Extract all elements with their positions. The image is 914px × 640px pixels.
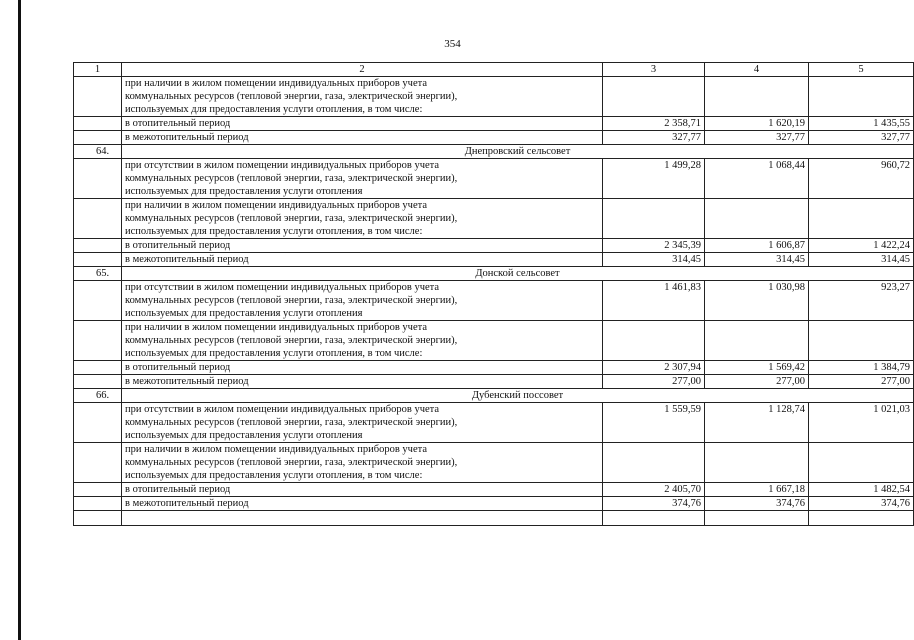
value-col-3: 277,00 xyxy=(603,375,705,389)
header-col-2: 2 xyxy=(122,63,603,77)
value-col-5: 277,00 xyxy=(809,375,914,389)
value-col-3: 2 307,94 xyxy=(603,361,705,375)
row-number-cell xyxy=(74,375,122,389)
value-col-3: 314,45 xyxy=(603,253,705,267)
value-col-4: 1 569,42 xyxy=(705,361,809,375)
value-col-5 xyxy=(809,77,914,117)
value-col-5: 327,77 xyxy=(809,131,914,145)
page-number: 354 xyxy=(444,38,461,50)
table-row xyxy=(74,117,914,131)
table-row xyxy=(74,497,914,511)
row-description: в отопительный период xyxy=(122,483,603,497)
value-col-3: 327,77 xyxy=(603,131,705,145)
value-col-3: 2 405,70 xyxy=(603,483,705,497)
empty-cell xyxy=(122,511,603,526)
row-number-cell xyxy=(74,281,122,321)
value-col-3: 374,76 xyxy=(603,497,705,511)
table-body xyxy=(74,77,914,526)
row-number-cell xyxy=(74,239,122,253)
value-col-5: 374,76 xyxy=(809,497,914,511)
table-row xyxy=(74,239,914,253)
row-number-cell xyxy=(74,159,122,199)
value-col-5 xyxy=(809,321,914,361)
value-col-4: 314,45 xyxy=(705,253,809,267)
value-col-4: 1 068,44 xyxy=(705,159,809,199)
table-row xyxy=(74,403,914,443)
table-row xyxy=(74,321,914,361)
section-number: 64. xyxy=(74,145,122,159)
value-col-4: 1 128,74 xyxy=(705,403,809,443)
row-number-cell xyxy=(74,497,122,511)
row-number-cell xyxy=(74,131,122,145)
value-col-3 xyxy=(603,77,705,117)
section-number: 66. xyxy=(74,389,122,403)
table-row xyxy=(74,131,914,145)
value-col-3: 2 358,71 xyxy=(603,117,705,131)
section-row xyxy=(74,267,914,281)
table-row xyxy=(74,443,914,483)
value-col-4: 374,76 xyxy=(705,497,809,511)
value-col-5: 1 435,55 xyxy=(809,117,914,131)
value-col-5: 1 482,54 xyxy=(809,483,914,497)
table-row xyxy=(74,375,914,389)
header-col-3: 3 xyxy=(603,63,705,77)
value-col-4 xyxy=(705,321,809,361)
tariff-table xyxy=(73,62,914,526)
table-row xyxy=(74,281,914,321)
empty-cell xyxy=(603,511,705,526)
row-number-cell xyxy=(74,483,122,497)
value-col-4: 1 667,18 xyxy=(705,483,809,497)
row-description: в отопительный период xyxy=(122,239,603,253)
row-number-cell xyxy=(74,199,122,239)
row-number-cell xyxy=(74,403,122,443)
value-col-4: 277,00 xyxy=(705,375,809,389)
row-description: в межотопительный период xyxy=(122,375,603,389)
section-row xyxy=(74,389,914,403)
value-col-3: 1 461,83 xyxy=(603,281,705,321)
value-col-3 xyxy=(603,321,705,361)
value-col-3: 1 499,28 xyxy=(603,159,705,199)
value-col-4 xyxy=(705,443,809,483)
row-description: при отсутствии в жилом помещении индивидуальных приборов учета коммунальных ресурсов (тепловой энергии, газа, электрической энергии), используемых для предоставления услуги отопления xyxy=(122,159,603,199)
row-number-cell xyxy=(74,361,122,375)
value-col-5: 1 384,79 xyxy=(809,361,914,375)
table-row xyxy=(74,483,914,497)
row-description: в отопительный период xyxy=(122,361,603,375)
value-col-3 xyxy=(603,443,705,483)
value-col-4 xyxy=(705,77,809,117)
row-description: при наличии в жилом помещении индивидуальных приборов учета коммунальных ресурсов (тепловой энергии, газа, электрической энергии), используемых для предоставления услуги отопления, в том числе: xyxy=(122,321,603,361)
row-description: при наличии в жилом помещении индивидуальных приборов учета коммунальных ресурсов (тепловой энергии, газа, электрической энергии), используемых для предоставления услуги отопления, в том числе: xyxy=(122,199,603,239)
value-col-5 xyxy=(809,443,914,483)
value-col-3: 1 559,59 xyxy=(603,403,705,443)
value-col-4: 1 620,19 xyxy=(705,117,809,131)
table-row xyxy=(74,361,914,375)
value-col-4 xyxy=(705,199,809,239)
row-number-cell xyxy=(74,253,122,267)
table-row xyxy=(74,77,914,117)
row-description: при отсутствии в жилом помещении индивидуальных приборов учета коммунальных ресурсов (тепловой энергии, газа, электрической энергии), используемых для предоставления услуги отопления xyxy=(122,403,603,443)
row-description: в межотопительный период xyxy=(122,253,603,267)
section-title: Днепровский сельсовет xyxy=(122,145,914,159)
section-title: Дубенский поссовет xyxy=(122,389,914,403)
row-number-cell xyxy=(74,321,122,361)
value-col-5 xyxy=(809,199,914,239)
table-row xyxy=(74,253,914,267)
row-number-cell xyxy=(74,443,122,483)
header-col-5: 5 xyxy=(809,63,914,77)
row-number-cell xyxy=(74,77,122,117)
binding-edge-line xyxy=(18,0,21,640)
value-col-4: 1 030,98 xyxy=(705,281,809,321)
value-col-5: 1 422,24 xyxy=(809,239,914,253)
value-col-4: 1 606,87 xyxy=(705,239,809,253)
row-description: в межотопительный период xyxy=(122,497,603,511)
empty-cell xyxy=(705,511,809,526)
section-number: 65. xyxy=(74,267,122,281)
header-col-1: 1 xyxy=(74,63,122,77)
section-title: Донской сельсовет xyxy=(122,267,914,281)
value-col-5: 960,72 xyxy=(809,159,914,199)
header-col-4: 4 xyxy=(705,63,809,77)
row-description: при отсутствии в жилом помещении индивидуальных приборов учета коммунальных ресурсов (тепловой энергии, газа, электрической энергии), используемых для предоставления услуги отопления xyxy=(122,281,603,321)
table-header-row xyxy=(74,63,914,77)
empty-cell xyxy=(74,511,122,526)
value-col-4: 327,77 xyxy=(705,131,809,145)
table-row xyxy=(74,199,914,239)
value-col-3: 2 345,39 xyxy=(603,239,705,253)
row-number-cell xyxy=(74,117,122,131)
value-col-3 xyxy=(603,199,705,239)
empty-trailing-row xyxy=(74,511,914,526)
value-col-5: 923,27 xyxy=(809,281,914,321)
row-description: при наличии в жилом помещении индивидуальных приборов учета коммунальных ресурсов (тепловой энергии, газа, электрической энергии), используемых для предоставления услуги отопления, в том числе: xyxy=(122,77,603,117)
value-col-5: 314,45 xyxy=(809,253,914,267)
row-description: в межотопительный период xyxy=(122,131,603,145)
value-col-5: 1 021,03 xyxy=(809,403,914,443)
row-description: при наличии в жилом помещении индивидуальных приборов учета коммунальных ресурсов (тепловой энергии, газа, электрической энергии), используемых для предоставления услуги отопления, в том числе: xyxy=(122,443,603,483)
section-row xyxy=(74,145,914,159)
table-row xyxy=(74,159,914,199)
row-description: в отопительный период xyxy=(122,117,603,131)
empty-cell xyxy=(809,511,914,526)
